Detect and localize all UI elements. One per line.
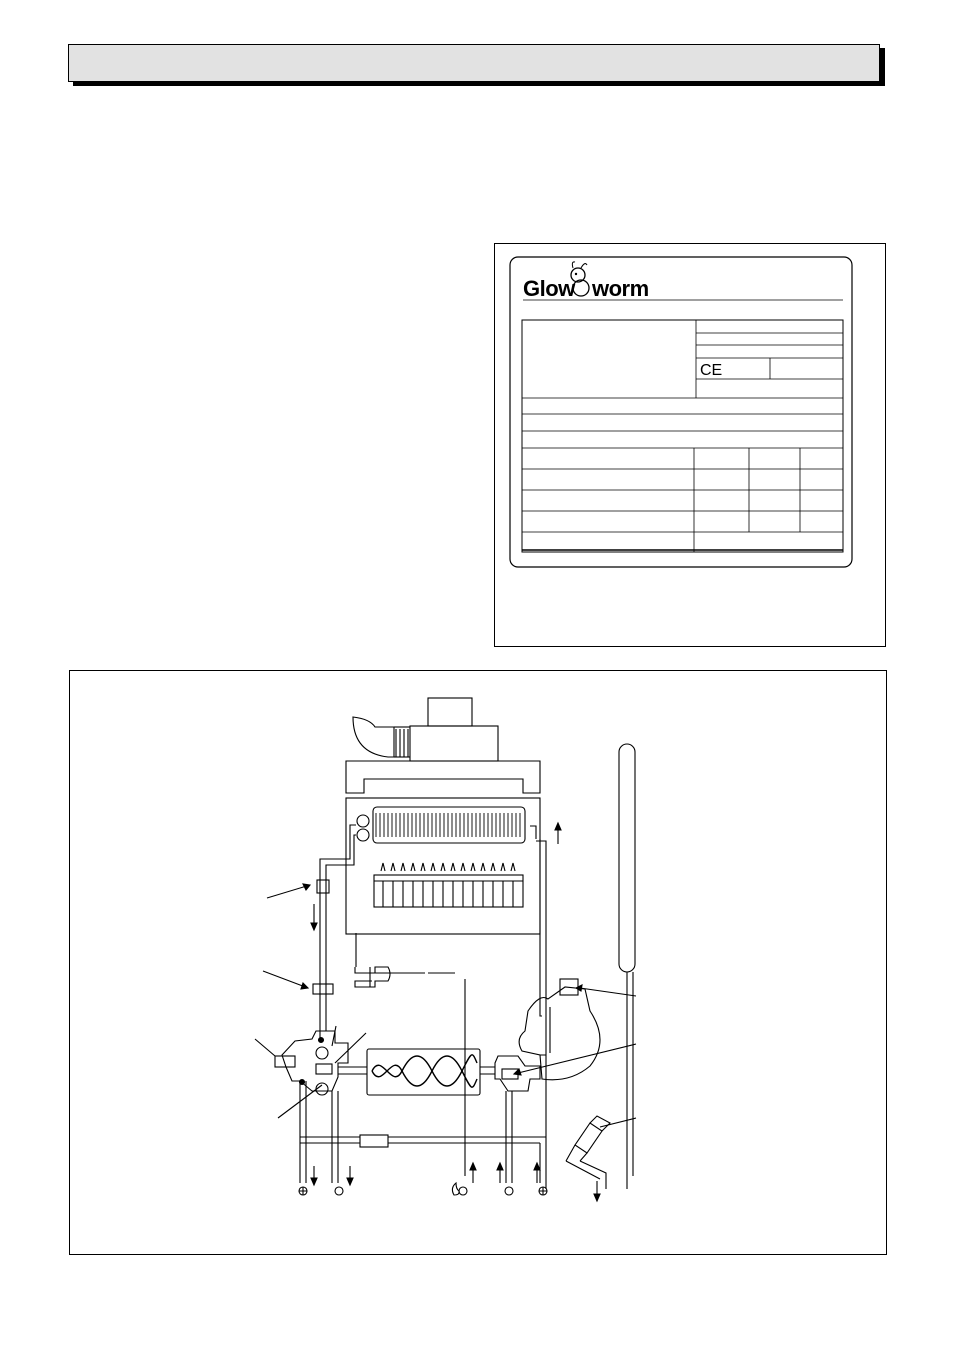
cold-water-icon: [505, 1187, 513, 1195]
combustion-chamber: [346, 798, 540, 934]
brand-logo-worm: worm: [592, 276, 649, 301]
pressure-switch: [313, 984, 333, 994]
safety-valve: [566, 1116, 610, 1201]
hot-water-icon: [335, 1187, 343, 1195]
gas-inlet-icon: [459, 1187, 467, 1195]
ce-mark: CE: [700, 362, 723, 379]
boiler-schematic-frame: [69, 670, 887, 1255]
gas-valve: [355, 933, 465, 1176]
pump-assembly: [495, 979, 600, 1091]
fan-assembly: [353, 698, 498, 761]
left-pipework: [263, 825, 356, 1039]
brand-logo-glow: Glow: [523, 276, 575, 301]
leader-lines-right: [514, 985, 636, 1127]
expansion-vessel: [619, 744, 635, 1189]
right-pipework: [530, 823, 561, 1189]
data-plate: [495, 244, 887, 648]
boiler-schematic: [70, 671, 888, 1256]
flow-sensor: [317, 880, 329, 893]
bypass-pipe: [300, 1135, 546, 1147]
diverter-valve: [255, 1026, 366, 1118]
bottom-connections: [299, 1081, 547, 1195]
data-plate-frame: [494, 243, 886, 647]
section-title-bar: [68, 44, 880, 82]
plate-heat-exchanger: [338, 1049, 495, 1095]
flue-hood: [346, 761, 540, 793]
